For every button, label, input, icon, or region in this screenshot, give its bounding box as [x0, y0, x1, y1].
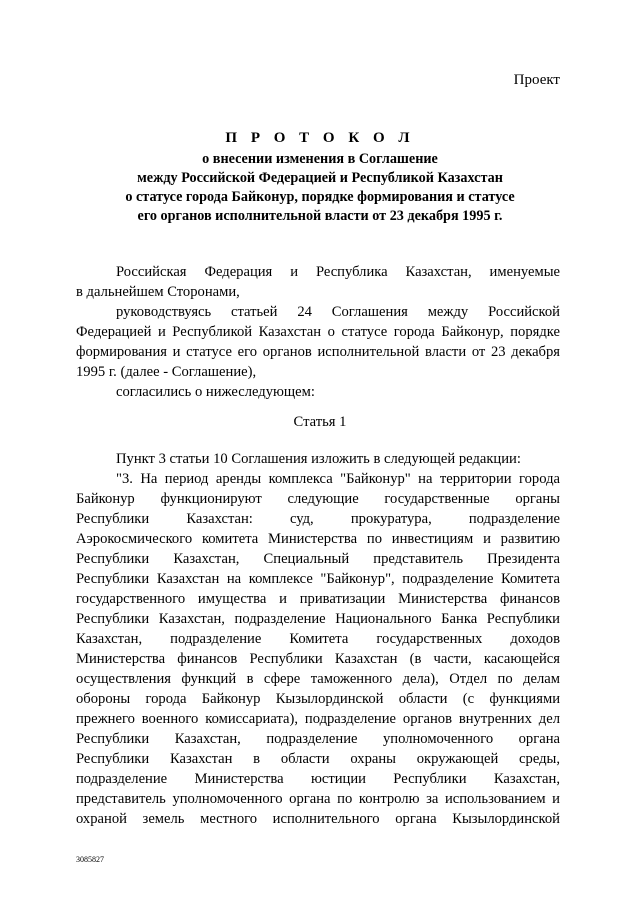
text-line: Республики Казахстан, подразделение Национального Банка Республики: [76, 611, 560, 627]
text-line: руководствуясь статьей 24 Соглашения между Российской: [116, 304, 560, 320]
text-line: формирования и статусе его органов исполнительной власти от 23 декабря: [76, 344, 560, 360]
text-line: Пункт 3 статьи 10 Соглашения изложить в следующей редакции:: [116, 451, 521, 467]
text-line: Федерацией и Республикой Казахстан о статусе города Байконур, порядке: [76, 324, 560, 340]
subtitle-line: его органов исполнительной власти от 23 декабря 1995 г.: [137, 208, 503, 224]
text-line: Аэрокосмического комитета Министерства по инвестициям и развитию: [76, 531, 560, 547]
preamble: [76, 262, 560, 402]
subtitle-line: о статусе города Байконур, порядке формирования и статусе: [125, 189, 515, 205]
text-line: 1995 г. (далее - Соглашение),: [76, 364, 257, 380]
text-line: в дальнейшем Сторонами,: [76, 284, 240, 300]
text-line: Министерства финансов Республики Казахстан (в части, касающейся: [76, 651, 560, 667]
document-title: П Р О Т О К О Л: [225, 130, 415, 146]
text-line: обороны города Байконур Кызылординской области (с функциями: [76, 691, 560, 707]
text-line: Республики Казахстан, подразделение уполномоченного органа: [76, 731, 560, 747]
text-line: Республики Казахстан, Специальный представитель Президента: [76, 551, 560, 567]
text-line: охраной земель местного исполнительного органа Кызылординской: [76, 811, 560, 827]
text-line: осуществления функций в сфере таможенного дела), Отдел по делам: [76, 671, 560, 687]
text-line: Республики Казахстан: суд, прокуратура, подразделение: [76, 511, 560, 527]
text-line: представитель уполномоченного органа по контролю за использованием и: [76, 791, 560, 807]
subtitle-line: о внесении изменения в Соглашение: [202, 151, 438, 167]
document-subtitle: [90, 150, 550, 226]
article-body: [76, 449, 560, 829]
article-heading: Статья 1: [293, 414, 347, 430]
draft-stamp: Проект: [513, 72, 560, 88]
subtitle-line: между Российской Федерацией и Республикой Казахстан: [137, 170, 503, 186]
text-line: согласились о нижеследующем:: [116, 384, 315, 400]
text-line: подразделение Министерства юстиции Республики Казахстан,: [76, 771, 560, 787]
text-line: Байконур функционируют следующие государственные органы: [76, 491, 560, 507]
text-line: Российская Федерация и Республика Казахстан, именуемые: [116, 264, 560, 280]
text-line: Республики Казахстан в области охраны окружающей среды,: [76, 751, 560, 767]
text-line: "3. На период аренды комплекса "Байконур" на территории города: [116, 471, 560, 487]
text-line: государственного имущества и приватизации Министерства финансов: [76, 591, 560, 607]
text-line: прежнего военного комиссариата), подразделение органов внутренних дел: [76, 711, 560, 727]
document-code: 3085827: [76, 855, 104, 864]
text-line: Республики Казахстан на комплексе "Байконур", подразделение Комитета: [76, 571, 560, 587]
text-line: Казахстан, подразделение Комитета государственных доходов: [76, 631, 560, 647]
